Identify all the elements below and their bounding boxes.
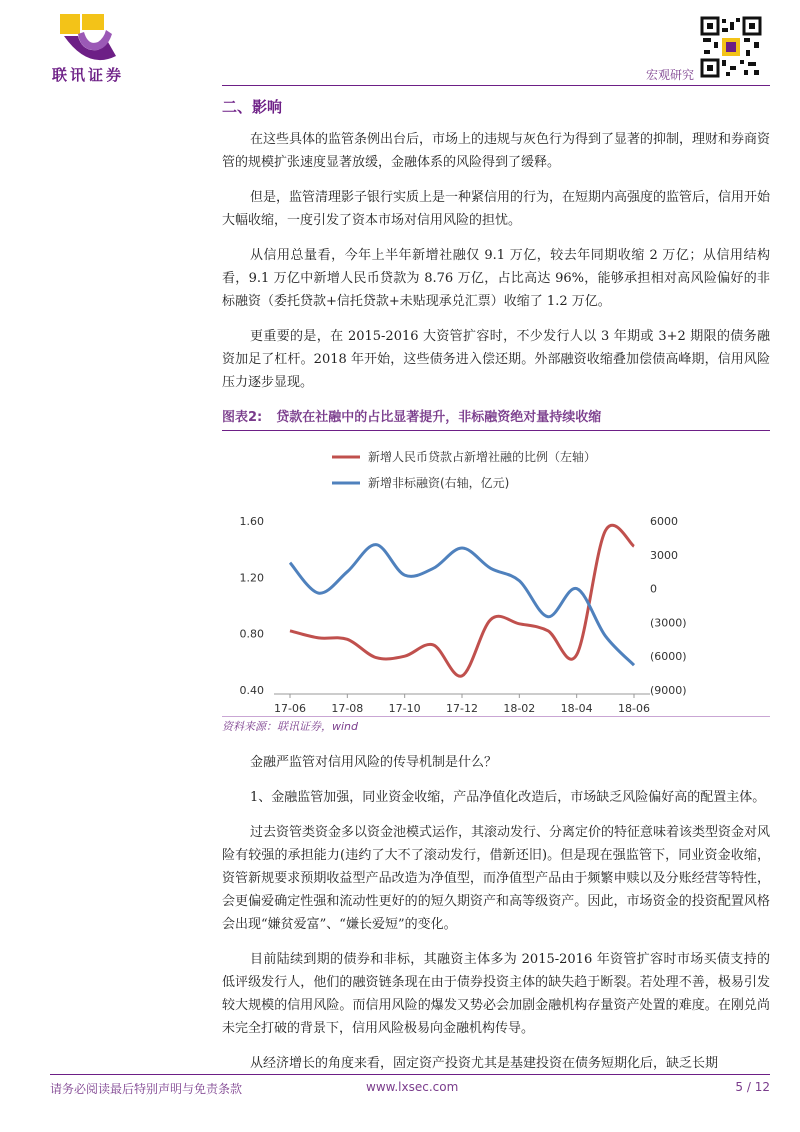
footer-disclaimer: 请务必阅读最后特别声明与免责条款	[50, 1082, 243, 1096]
section-heading: 二、影响	[222, 98, 283, 116]
left-axis-tick: 0.40	[239, 684, 264, 697]
right-axis-tick: 6000	[650, 515, 678, 528]
paragraph: 从信用总量看，今年上半年新增社融仅 9.1 万亿，较去年同期收缩 2 万亿；从信用结构看，9.1 万亿中新增人民币贷款为 8.76 万亿，占比高达 96%，能够承担相对高风险偏好的非标融资（委托贷款+信托贷款+未贴现承兑汇票）收缩了 1.2 万亿。	[222, 248, 770, 309]
paragraph: 目前陆续到期的债券和非标，其融资主体多为 2015-2016 年资管扩容时市场买债支持的低评级发行人，他们的融资链条现在由于债券投资主体的缺失趋于断裂。若处理不善，极易引发较大规模的信用风险。而信用风险的爆发又势必会加剧金融机构存量资产处置的难度。在刚兑尚未完全打破的背景下，信用风险极易向金融机构传导。	[222, 952, 770, 1036]
legend-label: 新增非标融资(右轴，亿元)	[368, 476, 510, 490]
page-header	[0, 0, 800, 90]
paragraph: 从经济增长的角度来看，固定资产投资尤其是基建投资在债务短期化后，缺乏长期	[250, 1056, 719, 1071]
left-axis-tick: 1.60	[239, 515, 264, 528]
footer-divider	[50, 1074, 770, 1075]
main-content	[222, 96, 770, 1087]
section-label: 宏观研究	[645, 68, 694, 82]
legend-label: 新增人民币贷款占新增社融的比例（左轴）	[368, 450, 597, 464]
qr-code-icon	[700, 16, 762, 78]
page-number: 5 / 12	[735, 1080, 770, 1094]
figure-source: 资料来源：联讯证券，wind	[222, 716, 770, 737]
chart-container	[222, 431, 770, 716]
left-axis-tick: 1.20	[239, 571, 264, 585]
x-axis-tick: 17-08	[331, 702, 364, 715]
x-axis-tick: 18-04	[560, 702, 593, 715]
company-name: 联讯证券	[52, 66, 125, 84]
x-axis-tick: 18-06	[618, 702, 650, 715]
right-axis-tick: (3000)	[650, 616, 687, 630]
header-divider	[222, 85, 770, 86]
figure-label: 图表2:	[222, 410, 263, 425]
series-line-nonstandard-financing	[290, 545, 634, 666]
paragraph: 1、金融监管加强，同业资金收缩，产品净值化改造后，市场缺乏风险偏好高的配置主体。	[250, 790, 766, 805]
x-axis-tick: 17-06	[274, 702, 306, 715]
right-axis-tick: (9000)	[650, 684, 687, 697]
figure-caption: 贷款在社融中的占比显著提升，非标融资绝对量持续收缩	[276, 410, 602, 425]
company-logo-icon	[58, 12, 124, 64]
x-axis-tick: 18-02	[503, 702, 536, 715]
paragraph: 在这些具体的监管条例出台后，市场上的违规与灰色行为得到了显著的抑制，理财和券商资管的规模扩张速度显著放缓，金融体系的风险得到了缓释。	[222, 132, 771, 170]
figure-title	[222, 406, 770, 431]
right-axis-tick: (6000)	[650, 650, 687, 664]
line-chart	[222, 431, 770, 716]
x-axis-tick: 17-12	[446, 702, 478, 715]
paragraph: 金融严监管对信用风险的传导机制是什么？	[250, 755, 498, 770]
right-axis-tick: 3000	[650, 548, 678, 562]
paragraph: 但是，监管清理影子银行实质上是一种紧信用的行为，在短期内高强度的监管后，信用开始大幅收缩，一度引发了资本市场对信用风险的担忧。	[222, 190, 771, 228]
paragraph: 过去资管类资金多以资金池模式运作，其滚动发行、分离定价的特征意味着该类型资金对风险有较强的承担能力(违约了大不了滚动发行，借新还旧)。但是现在强监管下，同业资金收缩，资管新规要求预期收益型产品改造为净值型，而净值型产品由于频繁申赎以及分账经营等特性，会更偏爱确定性强和流动性更好的的短久期资产和高等级资产。因此，市场资金的投资配置风格会出现“嫌贫爱富”、“嫌长爱短”的变化。	[222, 825, 771, 932]
footer-website[interactable]: www.lxsec.com	[366, 1080, 459, 1094]
left-axis-tick: 0.80	[239, 627, 264, 641]
right-axis-tick: 0	[650, 582, 657, 596]
x-axis-tick: 17-10	[388, 702, 421, 715]
paragraph: 更重要的是，在 2015-2016 大资管扩容时，不少发行人以 3 年期或 3+2 期限的债务融资加足了杠杆。2018 年开始，这些债务进入偿还期。外部融资收缩叠加偿债高峰期，信用风险压力逐步显现。	[222, 329, 770, 390]
